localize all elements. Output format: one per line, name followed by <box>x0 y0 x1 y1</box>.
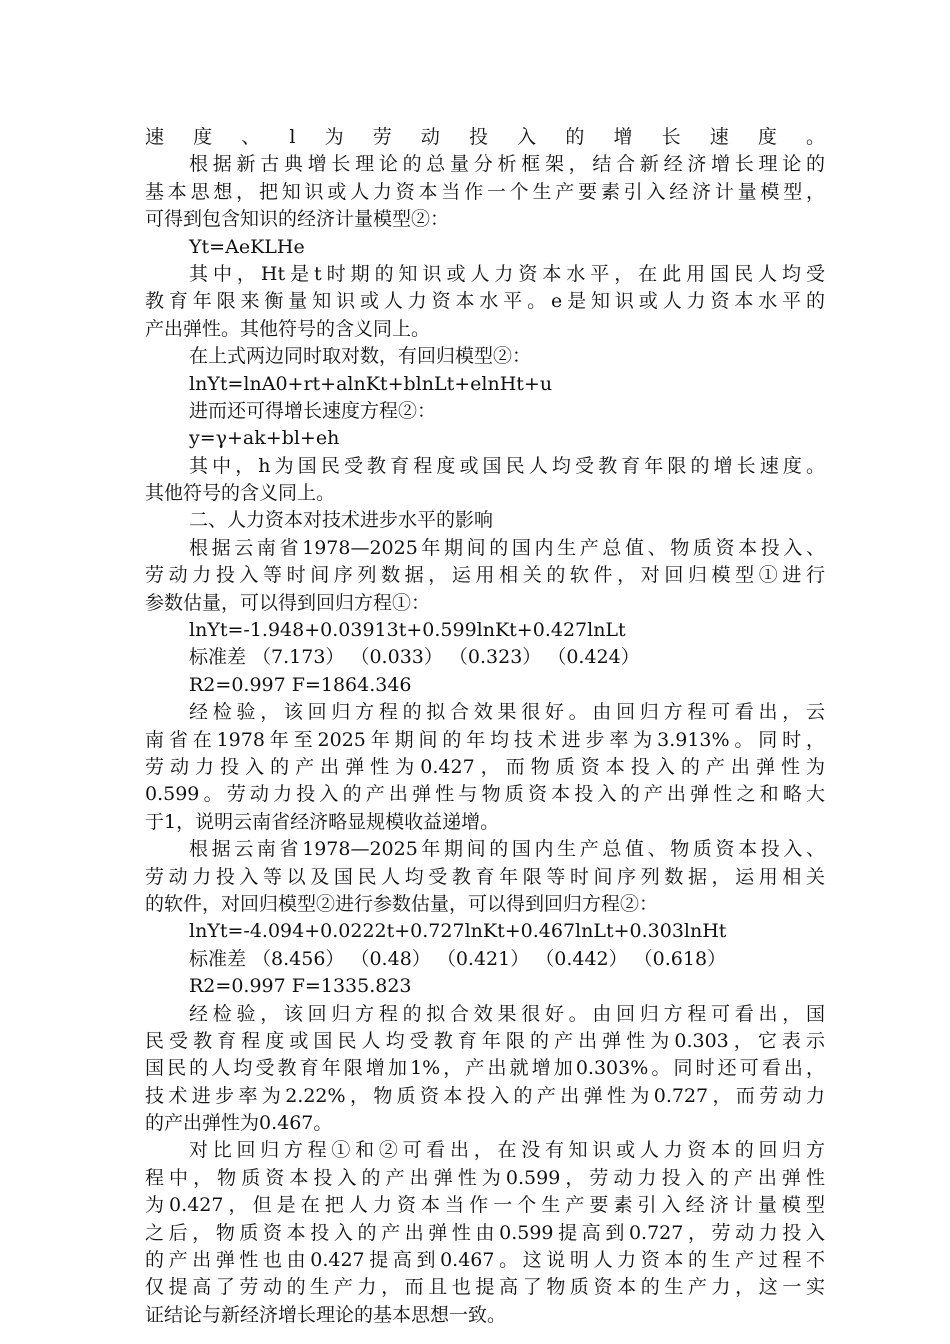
text-line: 之后，物质资本投入的产出弹性由0.599提高到0.727，劳动力投入 <box>145 1221 825 1244</box>
formula-line: lnYt=-4.094+0.0222t+0.727lnKt+0.467lnLt+0.303lnHt <box>189 920 727 943</box>
text-line: 程中，物质资本投入的产出弹性为0.599，劳动力投入的产出弹性 <box>145 1166 825 1189</box>
text-line: 根据新古典增长理论的总量分析框架，结合新经济增长理论的 <box>189 153 825 176</box>
text-line: 基本思想，把知识或人力资本当作一个生产要素引入经济计量模型， <box>145 180 825 203</box>
text-line: 于1，说明云南省经济略显规模收益递增。 <box>145 810 500 833</box>
stats-line: R2=0.997 F=1864.346 <box>189 673 412 696</box>
formula-line: Yt=AeKLHe <box>189 235 305 258</box>
text-line: 经检验，该回归方程的拟合效果很好。由回归方程可看出，云 <box>189 701 825 724</box>
text-line: 技术进步率为2.22%，物质资本投入的产出弹性为0.727，而劳动力 <box>145 1084 825 1107</box>
text-line: 民受教育程度或国民人均受教育年限的产出弹性为0.303，它表示 <box>145 1029 825 1052</box>
stats-line: R2=0.997 F=1335.823 <box>189 975 412 998</box>
text-line: 经检验，该回归方程的拟合效果很好。由回归方程可看出，国 <box>189 1002 825 1025</box>
text-line: 南省在1978年至2025年期间的年均技术进步率为3.913%。同时， <box>145 728 825 751</box>
text-line: 根据云南省1978—2025年期间的国内生产总值、物质资本投入、 <box>189 536 825 559</box>
stderr-line: 标准差 （7.173） （0.033） （0.323） （0.424） <box>189 646 640 669</box>
text-line: 其他符号的含义同上。 <box>145 482 336 505</box>
text-line: 其中，h为国民受教育程度或国民人均受教育年限的增长速度。 <box>189 454 825 477</box>
text-line: 的产出弹性为0.467。 <box>145 1112 333 1135</box>
text-line: 劳动力投入的产出弹性为0.427，而物质资本投入的产出弹性为 <box>145 755 825 778</box>
section-heading: 二、人力资本对技术进步水平的影响 <box>189 509 494 532</box>
text-line: 进而还可得增长速度方程②： <box>189 399 437 422</box>
text-line: 的产出弹性也由0.427提高到0.467。这说明人力资本的生产过程不 <box>145 1249 825 1272</box>
text-line: 根据云南省1978—2025年期间的国内生产总值、物质资本投入、 <box>189 838 825 861</box>
formula-line: lnYt=lnA0+rt+alnKt+blnLt+elnHt+u <box>189 372 553 395</box>
text-line: 劳动力投入等以及国民人均受教育年限等时间序列数据，运用相关 <box>145 865 825 888</box>
formula-line: y=γ+ak+bl+eh <box>189 427 340 450</box>
text-line: 0.599。劳动力投入的产出弹性与物质资本投入的产出弹性之和略大 <box>145 783 825 806</box>
formula-line: lnYt=-1.948+0.03913t+0.599lnKt+0.427lnLt <box>189 619 626 642</box>
text-line: 在上式两边同时取对数，有回归模型②： <box>189 345 532 368</box>
text-line: 速度、l为劳动投入的增长速度。 <box>145 126 825 148</box>
text-line: 教育年限来衡量知识或人力资本水平。e是知识或人力资本水平的 <box>145 290 825 313</box>
document-body <box>145 124 825 1329</box>
text-line: 国民的人均受教育年限增加1%，产出就增加0.303%。同时还可看出， <box>145 1057 825 1080</box>
text-line: 对比回归方程①和②可看出，在没有知识或人力资本的回归方 <box>189 1139 825 1162</box>
text-line: 产出弹性。其他符号的含义同上。 <box>145 317 431 340</box>
text-line: 劳动力投入等时间序列数据，运用相关的软件，对回归模型①进行 <box>145 564 825 587</box>
text-line: 其中，Ht是t时期的知识或人力资本水平，在此用国民人均受 <box>189 262 825 285</box>
text-line: 仅提高了劳动的生产力，而且也提高了物质资本的生产力，这一实 <box>145 1276 825 1299</box>
text-line: 可得到包含知识的经济计量模型②： <box>145 208 450 231</box>
text-line: 的软件，对回归模型②进行参数估量，可以得到回归方程②： <box>145 892 659 915</box>
text-line: 为0.427，但是在把人力资本当作一个生产要素引入经济计量模型 <box>145 1194 825 1217</box>
stderr-line: 标准差 （8.456） （0.48） （0.421） （0.442） （0.618） <box>189 947 727 970</box>
text-line: 证结论与新经济增长理论的基本思想一致。 <box>145 1303 507 1326</box>
text-line: 参数估量，可以得到回归方程①： <box>145 591 431 614</box>
